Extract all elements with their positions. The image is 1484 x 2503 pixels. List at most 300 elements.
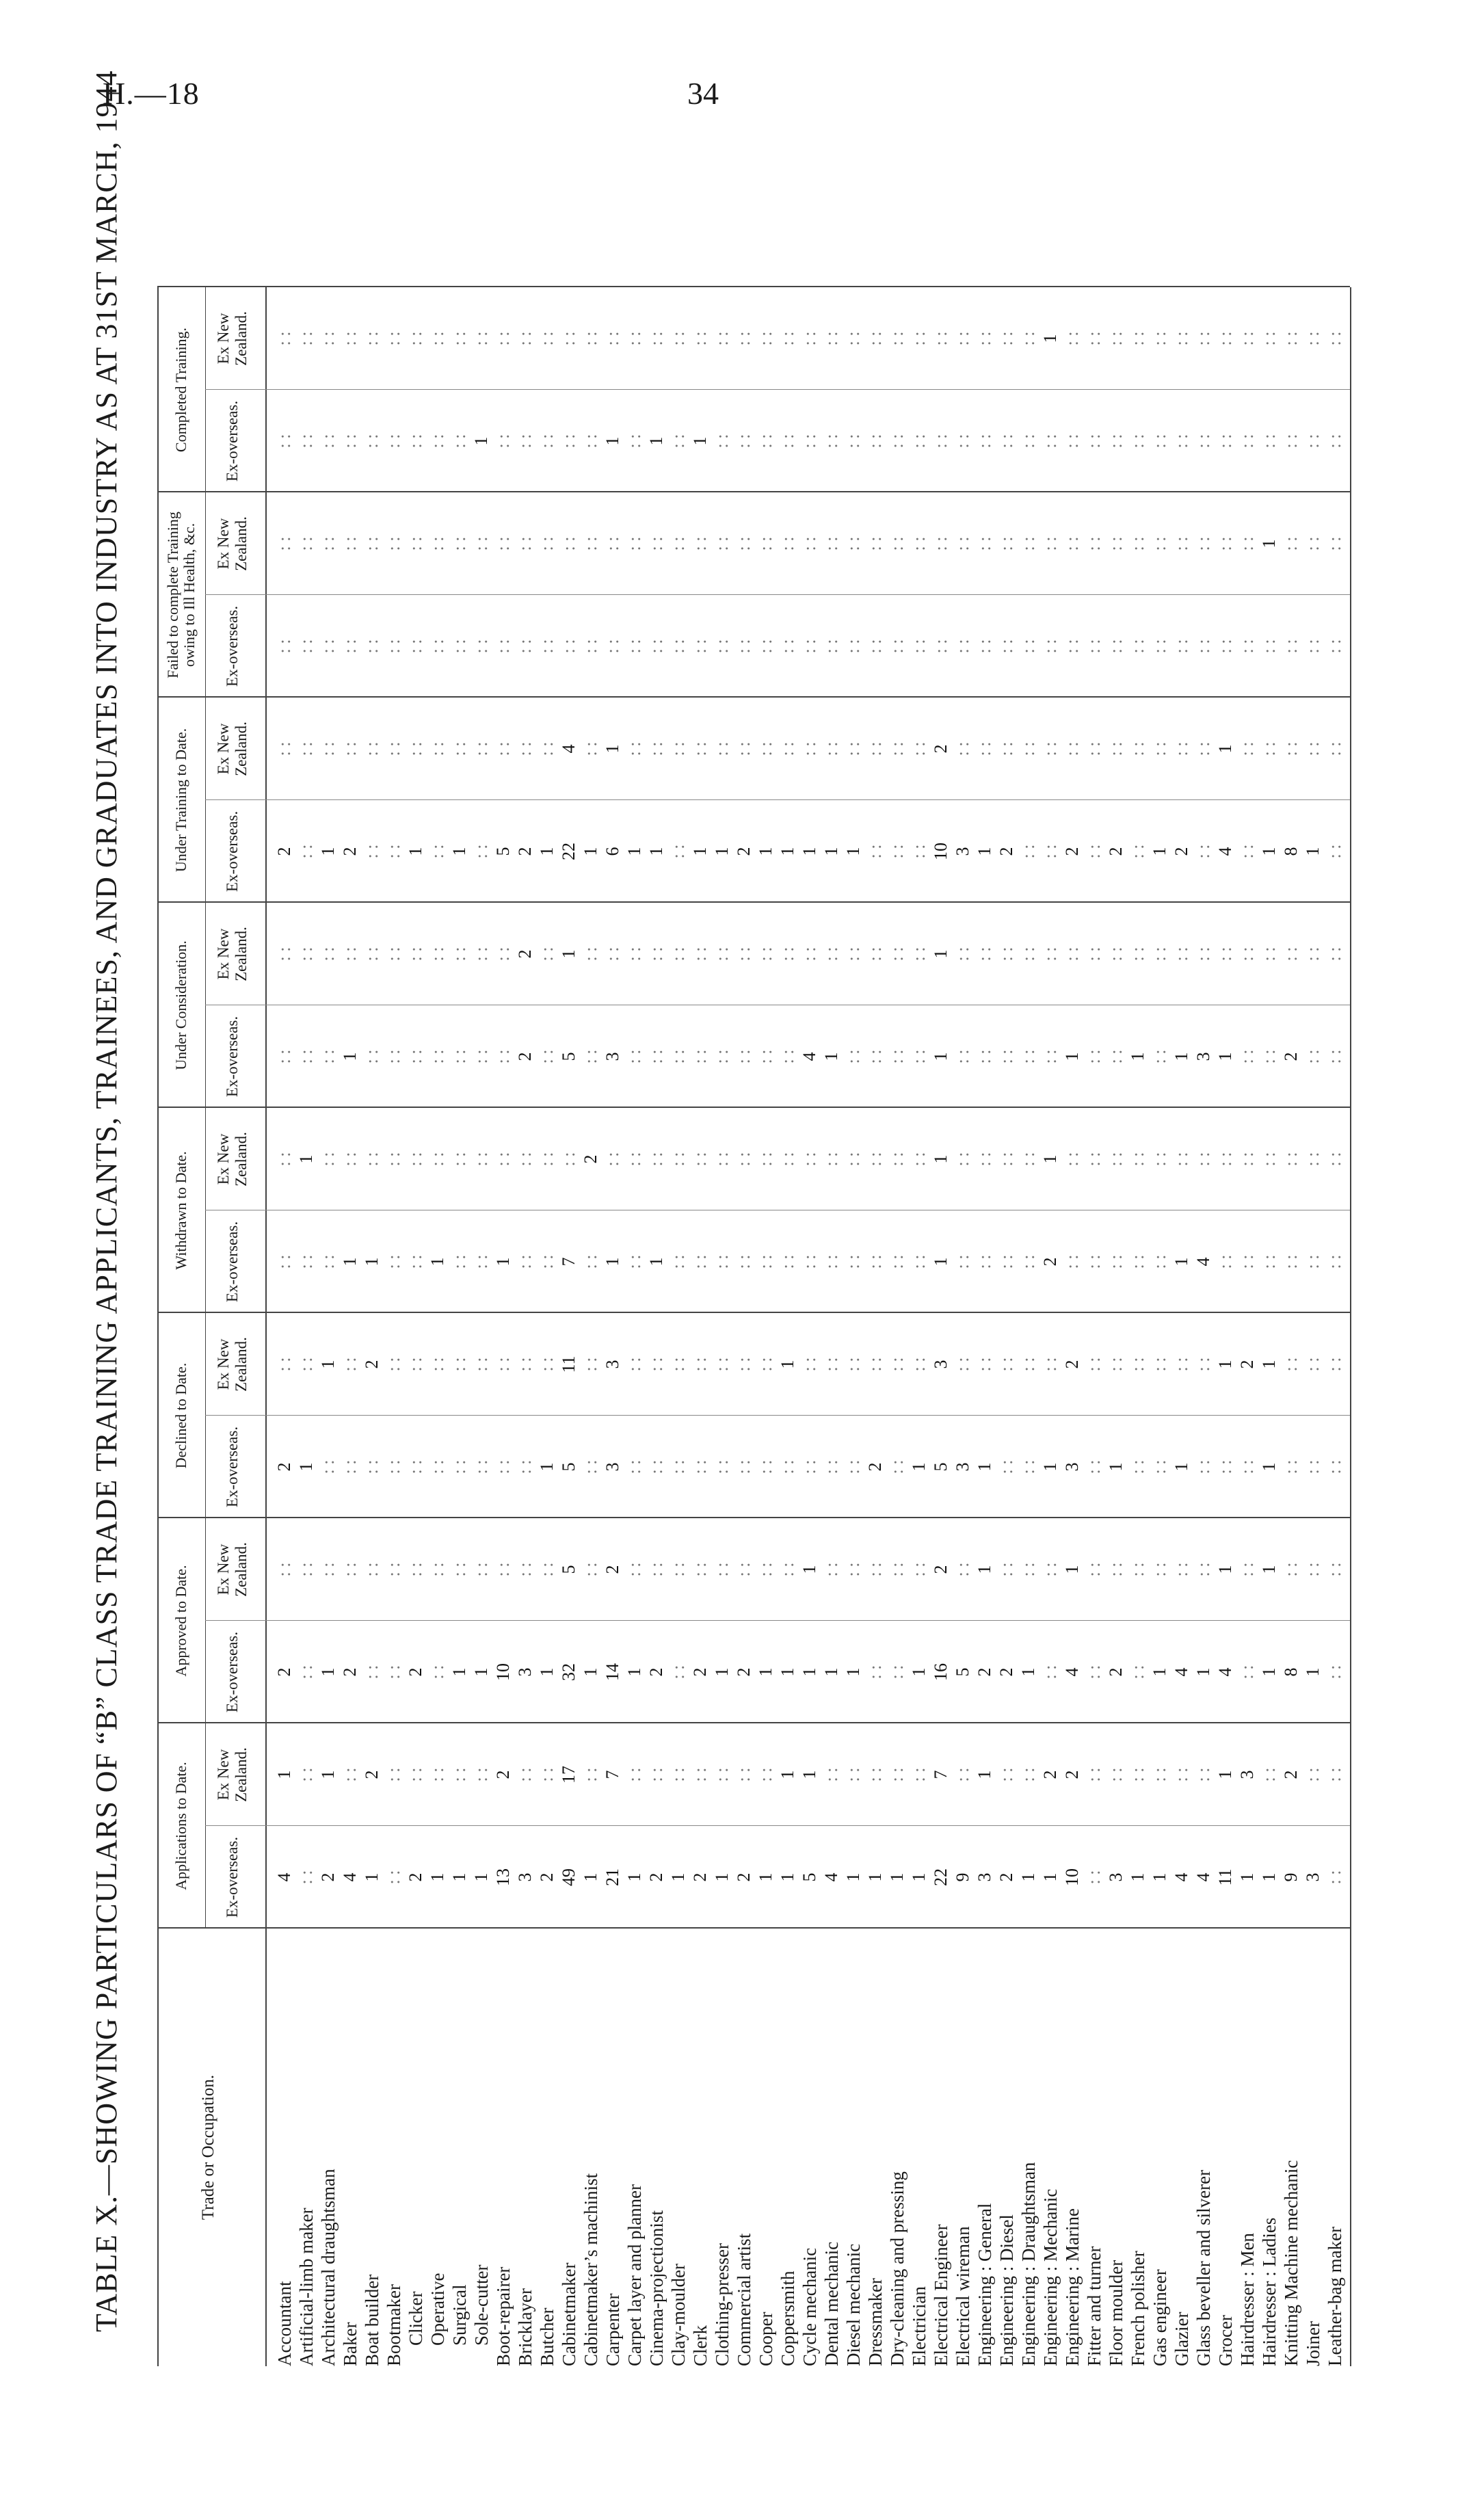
table-cell: : : bbox=[274, 434, 294, 449]
table-cell: 1 bbox=[843, 847, 863, 856]
table-cell: : : bbox=[756, 1254, 776, 1269]
table-cell: : : bbox=[471, 1357, 491, 1372]
sub-header: Ex-overseas. bbox=[224, 1631, 241, 1713]
table-cell: : : bbox=[756, 1357, 776, 1372]
table-cell: 4 bbox=[1171, 1667, 1191, 1677]
table-cell: : : bbox=[1237, 946, 1257, 962]
table-cell: : : bbox=[427, 1049, 447, 1064]
table-cell: : : bbox=[1281, 1357, 1301, 1372]
table-cell: : : bbox=[821, 946, 841, 962]
row-label: Artificial-limb maker bbox=[296, 2208, 317, 2366]
table-cell: : : bbox=[1018, 331, 1038, 346]
table-cell: : : bbox=[668, 946, 688, 962]
table-cell: : : bbox=[362, 946, 382, 962]
table-cell: 21 bbox=[602, 1868, 622, 1886]
table-cell: : : bbox=[471, 1767, 491, 1782]
table-cell: : : bbox=[296, 536, 316, 551]
table-cell: : : bbox=[843, 331, 863, 346]
table-cell: : : bbox=[493, 741, 513, 756]
table-cell: : : bbox=[1106, 434, 1126, 449]
table-cell: : : bbox=[909, 946, 929, 962]
table-cell: : : bbox=[384, 1357, 403, 1372]
table-cell: : : bbox=[1084, 844, 1104, 859]
table-cell: : : bbox=[1171, 1767, 1191, 1782]
row-label: Carpet layer and planner bbox=[624, 2184, 645, 2366]
table-cell: : : bbox=[1128, 741, 1148, 756]
row-label: French polisher bbox=[1128, 2251, 1148, 2366]
table-title: TABLE X.—SHOWING PARTICULARS OF “B” CLASS TRADE TRAINING APPLICANTS, TRAINEES, AND GRADUATES INTO INDUSTRY AS AT 31ST MARCH, 1944 bbox=[90, 70, 123, 2332]
table-cell: : : bbox=[1150, 1767, 1169, 1782]
table-cell: : : bbox=[624, 331, 644, 346]
table-cell: : : bbox=[996, 331, 1016, 346]
table-cell: 5 bbox=[799, 1872, 819, 1882]
table-cell: : : bbox=[1171, 536, 1191, 551]
table-cell: : : bbox=[1193, 639, 1213, 654]
table-cell: : : bbox=[865, 1767, 885, 1782]
table-cell: : : bbox=[406, 946, 425, 962]
table-cell: : : bbox=[931, 639, 951, 654]
sub-header: Ex New Zealand. bbox=[215, 1337, 250, 1392]
table-cell: 3 bbox=[515, 1872, 535, 1882]
table-cell: : : bbox=[996, 946, 1016, 962]
table-cell: 1 bbox=[1259, 847, 1279, 856]
table-cell: : : bbox=[427, 536, 447, 551]
row-label: Dressmaker bbox=[865, 2278, 886, 2366]
table-cell: : : bbox=[996, 1254, 1016, 1269]
table-cell: : : bbox=[690, 946, 710, 962]
table-cell: : : bbox=[471, 1049, 491, 1064]
row-label: Dental mechanic bbox=[821, 2241, 842, 2366]
table-cell: : : bbox=[318, 741, 338, 756]
table-cell: : : bbox=[406, 434, 425, 449]
table-cell: : : bbox=[865, 331, 885, 346]
table-cell: 7 bbox=[602, 1770, 622, 1779]
table-cell: : : bbox=[559, 536, 579, 551]
table-cell: 1 bbox=[1040, 1154, 1060, 1164]
table-cell: 3 bbox=[1237, 1770, 1257, 1779]
table-cell: : : bbox=[274, 1254, 294, 1269]
table-cell: : : bbox=[821, 1562, 841, 1577]
table-cell: 3 bbox=[602, 1462, 622, 1472]
table-cell: : : bbox=[406, 1767, 425, 1782]
row-label: Coppersmith bbox=[778, 2270, 798, 2366]
table-cell: : : bbox=[756, 1767, 776, 1782]
row-label: Diesel mechanic bbox=[843, 2243, 864, 2366]
table-cell: : : bbox=[1062, 639, 1082, 654]
table-cell: : : bbox=[799, 639, 819, 654]
table-cell: : : bbox=[296, 1767, 316, 1782]
table-cell: : : bbox=[821, 1459, 841, 1474]
table-cell: : : bbox=[537, 1357, 557, 1372]
table-cell: : : bbox=[559, 639, 579, 654]
table-cell: 1 bbox=[296, 1462, 316, 1472]
table-cell: : : bbox=[1106, 639, 1126, 654]
table-cell: : : bbox=[887, 331, 907, 346]
table-cell: : : bbox=[799, 1357, 819, 1372]
table-cell: : : bbox=[865, 1254, 885, 1269]
table-cell: : : bbox=[975, 1357, 994, 1372]
table-cell: : : bbox=[1018, 1152, 1038, 1167]
table-cell: : : bbox=[953, 1152, 972, 1167]
table-cell: : : bbox=[624, 1459, 644, 1474]
table-cell: : : bbox=[362, 1459, 382, 1474]
table-cell: 1 bbox=[975, 847, 994, 856]
table-cell: : : bbox=[1325, 844, 1344, 859]
table-cell: : : bbox=[624, 1357, 644, 1372]
table-cell: 1 bbox=[887, 1872, 907, 1882]
row-label: Electrician bbox=[909, 2286, 929, 2366]
table-cell: : : bbox=[1150, 741, 1169, 756]
table-cell: : : bbox=[931, 331, 951, 346]
table-cell: : : bbox=[384, 1049, 403, 1064]
table-cell: : : bbox=[821, 536, 841, 551]
table-cell: 1 bbox=[668, 1872, 688, 1882]
table-cell: : : bbox=[406, 536, 425, 551]
table-cell: : : bbox=[1193, 946, 1213, 962]
table-cell: : : bbox=[646, 741, 666, 756]
table-cell: : : bbox=[1128, 946, 1148, 962]
table-cell: 1 bbox=[602, 744, 622, 754]
table-cell: : : bbox=[1193, 1767, 1213, 1782]
table-cell: : : bbox=[734, 1459, 754, 1474]
row-label: Engineering : Draughtsman bbox=[1018, 2162, 1039, 2366]
table-cell: 2 bbox=[1106, 1667, 1126, 1677]
table-cell: : : bbox=[712, 1767, 732, 1782]
table-cell: : : bbox=[515, 434, 535, 449]
table-cell: : : bbox=[690, 639, 710, 654]
table-cell: : : bbox=[362, 1049, 382, 1064]
table-cell: : : bbox=[953, 639, 972, 654]
table-cell: : : bbox=[1237, 434, 1257, 449]
table-cell: : : bbox=[668, 1562, 688, 1577]
table-cell: : : bbox=[1128, 844, 1148, 859]
row-label: Cinema-projectionist bbox=[646, 2210, 667, 2366]
table-cell: : : bbox=[1325, 639, 1344, 654]
table-cell: 2 bbox=[406, 1872, 425, 1882]
table-cell: 4 bbox=[1215, 847, 1235, 856]
table-cell: : : bbox=[953, 1357, 972, 1372]
table-cell: : : bbox=[515, 1767, 535, 1782]
table-cell: : : bbox=[646, 639, 666, 654]
table-cell: : : bbox=[1215, 331, 1235, 346]
table-cell: : : bbox=[624, 1152, 644, 1167]
table-cell: : : bbox=[756, 1049, 776, 1064]
table-cell: : : bbox=[843, 434, 863, 449]
table-cell: : : bbox=[668, 1459, 688, 1474]
table-cell: : : bbox=[318, 536, 338, 551]
table-cell: : : bbox=[1325, 1665, 1344, 1680]
table-cell: : : bbox=[1018, 946, 1038, 962]
table-cell: : : bbox=[449, 946, 469, 962]
table-cell: : : bbox=[668, 536, 688, 551]
table-cell: : : bbox=[887, 1459, 907, 1474]
sub-header: Ex-overseas. bbox=[224, 1221, 241, 1303]
table-cell: : : bbox=[1193, 1357, 1213, 1372]
table-cell: : : bbox=[1325, 536, 1344, 551]
table-cell: : : bbox=[953, 946, 972, 962]
table-cell: : : bbox=[1150, 434, 1169, 449]
table-cell: 1 bbox=[909, 1872, 929, 1882]
table-cell: : : bbox=[953, 536, 972, 551]
table-cell: : : bbox=[624, 1254, 644, 1269]
table-cell: 1 bbox=[624, 1667, 644, 1677]
table-cell: 2 bbox=[362, 1770, 382, 1779]
table-cell: : : bbox=[821, 741, 841, 756]
table-cell: : : bbox=[296, 1357, 316, 1372]
row-label: Dry-cleaning and pressing bbox=[887, 2171, 907, 2366]
header-rule-bottom bbox=[265, 287, 267, 2366]
table-cell: : : bbox=[953, 1049, 972, 1064]
table-cell: 3 bbox=[953, 847, 972, 856]
table-cell: : : bbox=[953, 741, 972, 756]
row-label: Sole-cutter bbox=[471, 2264, 492, 2346]
table-cell: : : bbox=[1084, 434, 1104, 449]
table-cell: : : bbox=[1128, 434, 1148, 449]
table-cell: : : bbox=[1215, 536, 1235, 551]
table-cell: : : bbox=[865, 536, 885, 551]
table-cell: : : bbox=[1193, 1152, 1213, 1167]
group-rule bbox=[157, 491, 1350, 492]
table-cell: : : bbox=[1040, 639, 1060, 654]
group-header: Failed to complete Training owing to Ill Health, &c. bbox=[164, 512, 198, 678]
sub-header: Ex New Zealand. bbox=[215, 927, 250, 981]
table-cell: : : bbox=[406, 1357, 425, 1372]
table-cell: : : bbox=[1281, 1562, 1301, 1577]
table-cell: 1 bbox=[581, 847, 600, 856]
table-cell: : : bbox=[756, 1152, 776, 1167]
table-cell: : : bbox=[427, 1562, 447, 1577]
table-cell: : : bbox=[1237, 331, 1257, 346]
table-cell: : : bbox=[1259, 946, 1279, 962]
table-cell: : : bbox=[1325, 331, 1344, 346]
table-cell: 1 bbox=[931, 1257, 951, 1267]
row-label: Hairdresser : Men bbox=[1237, 2233, 1258, 2366]
table-cell: : : bbox=[734, 639, 754, 654]
table-cell: : : bbox=[449, 1254, 469, 1269]
table-cell: 1 bbox=[318, 1667, 338, 1677]
table-cell: 1 bbox=[799, 1565, 819, 1574]
table-cell: : : bbox=[1084, 1357, 1104, 1372]
table-cell: : : bbox=[471, 946, 491, 962]
row-label: Surgical bbox=[449, 2284, 470, 2346]
table-cell: : : bbox=[1018, 536, 1038, 551]
table-cell: : : bbox=[296, 1254, 316, 1269]
table-cell: 1 bbox=[602, 436, 622, 446]
table-cell: 3 bbox=[975, 1872, 994, 1882]
row-label: Baker bbox=[340, 2322, 360, 2366]
table-cell: : : bbox=[909, 331, 929, 346]
table-cell: : : bbox=[1150, 1152, 1169, 1167]
table-cell: : : bbox=[887, 1562, 907, 1577]
table-cell: : : bbox=[1171, 639, 1191, 654]
table-cell: : : bbox=[427, 1665, 447, 1680]
table-cell: : : bbox=[843, 536, 863, 551]
table-cell: : : bbox=[1259, 434, 1279, 449]
table-cell: : : bbox=[427, 1152, 447, 1167]
table-cell: 1 bbox=[537, 1667, 557, 1677]
table-cell: : : bbox=[1040, 1665, 1060, 1680]
table-cell: : : bbox=[1106, 331, 1126, 346]
table-cell: 1 bbox=[318, 1770, 338, 1779]
table-cell: 1 bbox=[931, 1154, 951, 1164]
table-cell: : : bbox=[1150, 946, 1169, 962]
table-cell: : : bbox=[887, 1357, 907, 1372]
table-cell: : : bbox=[734, 741, 754, 756]
table-cell: 5 bbox=[559, 1462, 579, 1472]
table-cell: : : bbox=[384, 741, 403, 756]
table-cell: 1 bbox=[427, 1872, 447, 1882]
group-rule bbox=[157, 1517, 1350, 1518]
table-cell: : : bbox=[581, 1357, 600, 1372]
table-cell: : : bbox=[1106, 1357, 1126, 1372]
table-cell: 1 bbox=[1259, 1872, 1279, 1882]
table-cell: 14 bbox=[602, 1663, 622, 1681]
table-cell: : : bbox=[362, 1665, 382, 1680]
table-cell: : : bbox=[581, 1049, 600, 1064]
table-cell: : : bbox=[427, 1357, 447, 1372]
table-cell: 17 bbox=[559, 1766, 579, 1784]
table-cell: 1 bbox=[471, 436, 491, 446]
table-cell: : : bbox=[1237, 1459, 1257, 1474]
table-cell: 1 bbox=[1062, 1052, 1082, 1061]
table-cell: : : bbox=[690, 1357, 710, 1372]
label-col-rule bbox=[157, 1927, 1350, 1929]
table-cell: 2 bbox=[406, 1667, 425, 1677]
table-cell: : : bbox=[515, 639, 535, 654]
table-cell: : : bbox=[778, 639, 797, 654]
table-cell: : : bbox=[449, 536, 469, 551]
table-cell: 1 bbox=[712, 1667, 732, 1677]
row-label: Glass beveller and silverer bbox=[1193, 2169, 1214, 2366]
table-cell: : : bbox=[274, 1049, 294, 1064]
table-cell: : : bbox=[1215, 946, 1235, 962]
table-cell: : : bbox=[690, 1562, 710, 1577]
table-cell: 1 bbox=[1018, 1667, 1038, 1677]
table-cell: : : bbox=[340, 741, 360, 756]
table-cell: : : bbox=[1325, 434, 1344, 449]
table-cell: : : bbox=[318, 1049, 338, 1064]
table-cell: : : bbox=[471, 639, 491, 654]
table-cell: : : bbox=[887, 1152, 907, 1167]
row-label: Operative bbox=[427, 2273, 448, 2346]
table-cell: 1 bbox=[1215, 744, 1235, 754]
table-cell: 2 bbox=[1062, 847, 1082, 856]
group-rule bbox=[157, 901, 1350, 903]
table-cell: : : bbox=[624, 639, 644, 654]
table-cell: : : bbox=[493, 536, 513, 551]
table-cell: 1 bbox=[1215, 1770, 1235, 1779]
table-cell: : : bbox=[581, 1459, 600, 1474]
table-cell: : : bbox=[318, 1152, 338, 1167]
table-cell: : : bbox=[690, 1049, 710, 1064]
table-cell: : : bbox=[712, 1152, 732, 1167]
table-cell: : : bbox=[646, 331, 666, 346]
table-cell: : : bbox=[843, 1254, 863, 1269]
table-cell: 1 bbox=[975, 1462, 994, 1472]
table-cell: : : bbox=[1325, 946, 1344, 962]
table-cell: : : bbox=[1259, 639, 1279, 654]
sub-rule bbox=[205, 1415, 1350, 1416]
table-cell: : : bbox=[646, 1459, 666, 1474]
table-cell: : : bbox=[865, 1049, 885, 1064]
table-cell: 3 bbox=[1303, 1872, 1323, 1882]
table-cell: : : bbox=[1150, 1357, 1169, 1372]
table-cell: 1 bbox=[1128, 1872, 1148, 1882]
table-cell: : : bbox=[515, 1459, 535, 1474]
table-cell: : : bbox=[734, 946, 754, 962]
table-cell: : : bbox=[581, 1254, 600, 1269]
table-cell: : : bbox=[887, 844, 907, 859]
table-cell: : : bbox=[449, 741, 469, 756]
table-cell: 4 bbox=[340, 1872, 360, 1882]
table-cell: : : bbox=[690, 331, 710, 346]
table-cell: 1 bbox=[537, 847, 557, 856]
table-cell: : : bbox=[712, 1357, 732, 1372]
table-cell: 2 bbox=[690, 1667, 710, 1677]
table-cell: : : bbox=[624, 946, 644, 962]
table-cell: 1 bbox=[690, 436, 710, 446]
table-cell: : : bbox=[493, 639, 513, 654]
table-cell: : : bbox=[778, 1562, 797, 1577]
table-cell: : : bbox=[537, 1152, 557, 1167]
table-cell: : : bbox=[1171, 434, 1191, 449]
table-cell: 1 bbox=[1215, 1052, 1235, 1061]
table-cell: 16 bbox=[931, 1663, 951, 1681]
table-cell: 1 bbox=[1215, 1565, 1235, 1574]
table-cell: : : bbox=[712, 331, 732, 346]
table-cell: : : bbox=[690, 1254, 710, 1269]
table-cell: : : bbox=[384, 1152, 403, 1167]
table-cell: 2 bbox=[274, 1667, 294, 1677]
table-cell: : : bbox=[668, 639, 688, 654]
table-cell: : : bbox=[1062, 946, 1082, 962]
table-cell: : : bbox=[1084, 639, 1104, 654]
table-cell: : : bbox=[1106, 536, 1126, 551]
table-cell: 1 bbox=[799, 1770, 819, 1779]
table-cell: : : bbox=[865, 434, 885, 449]
table-cell: 1 bbox=[778, 847, 797, 856]
table-cell: : : bbox=[624, 536, 644, 551]
sub-header: Ex New Zealand. bbox=[215, 721, 250, 776]
sub-header: Ex New Zealand. bbox=[215, 516, 250, 571]
table-cell: : : bbox=[1040, 536, 1060, 551]
table-cell: : : bbox=[1106, 1562, 1126, 1577]
table-cell: : : bbox=[668, 1254, 688, 1269]
table-cell: : : bbox=[1106, 1767, 1126, 1782]
table-cell: : : bbox=[384, 1562, 403, 1577]
row-label: Boot-repairer bbox=[493, 2266, 514, 2366]
table-cell: : : bbox=[734, 331, 754, 346]
table-cell: 2 bbox=[515, 847, 535, 856]
table-cell: 1 bbox=[712, 1872, 732, 1882]
table-cell: 1 bbox=[756, 1872, 776, 1882]
table-cell: : : bbox=[734, 1562, 754, 1577]
table-cell: : : bbox=[362, 741, 382, 756]
table-cell: 2 bbox=[274, 847, 294, 856]
table-cell: : : bbox=[909, 1254, 929, 1269]
table-cell: 1 bbox=[1040, 334, 1060, 343]
table-cell: : : bbox=[646, 1562, 666, 1577]
table-cell: 2 bbox=[734, 1667, 754, 1677]
table-cell: : : bbox=[602, 536, 622, 551]
row-label: Electrical wireman bbox=[953, 2226, 973, 2366]
row-label: Bootmaker bbox=[384, 2284, 404, 2366]
table-cell: : : bbox=[493, 1459, 513, 1474]
table-cell: 2 bbox=[865, 1462, 885, 1472]
table-cell: : : bbox=[1237, 1562, 1257, 1577]
table-cell: : : bbox=[756, 1459, 776, 1474]
table-cell: : : bbox=[734, 1049, 754, 1064]
